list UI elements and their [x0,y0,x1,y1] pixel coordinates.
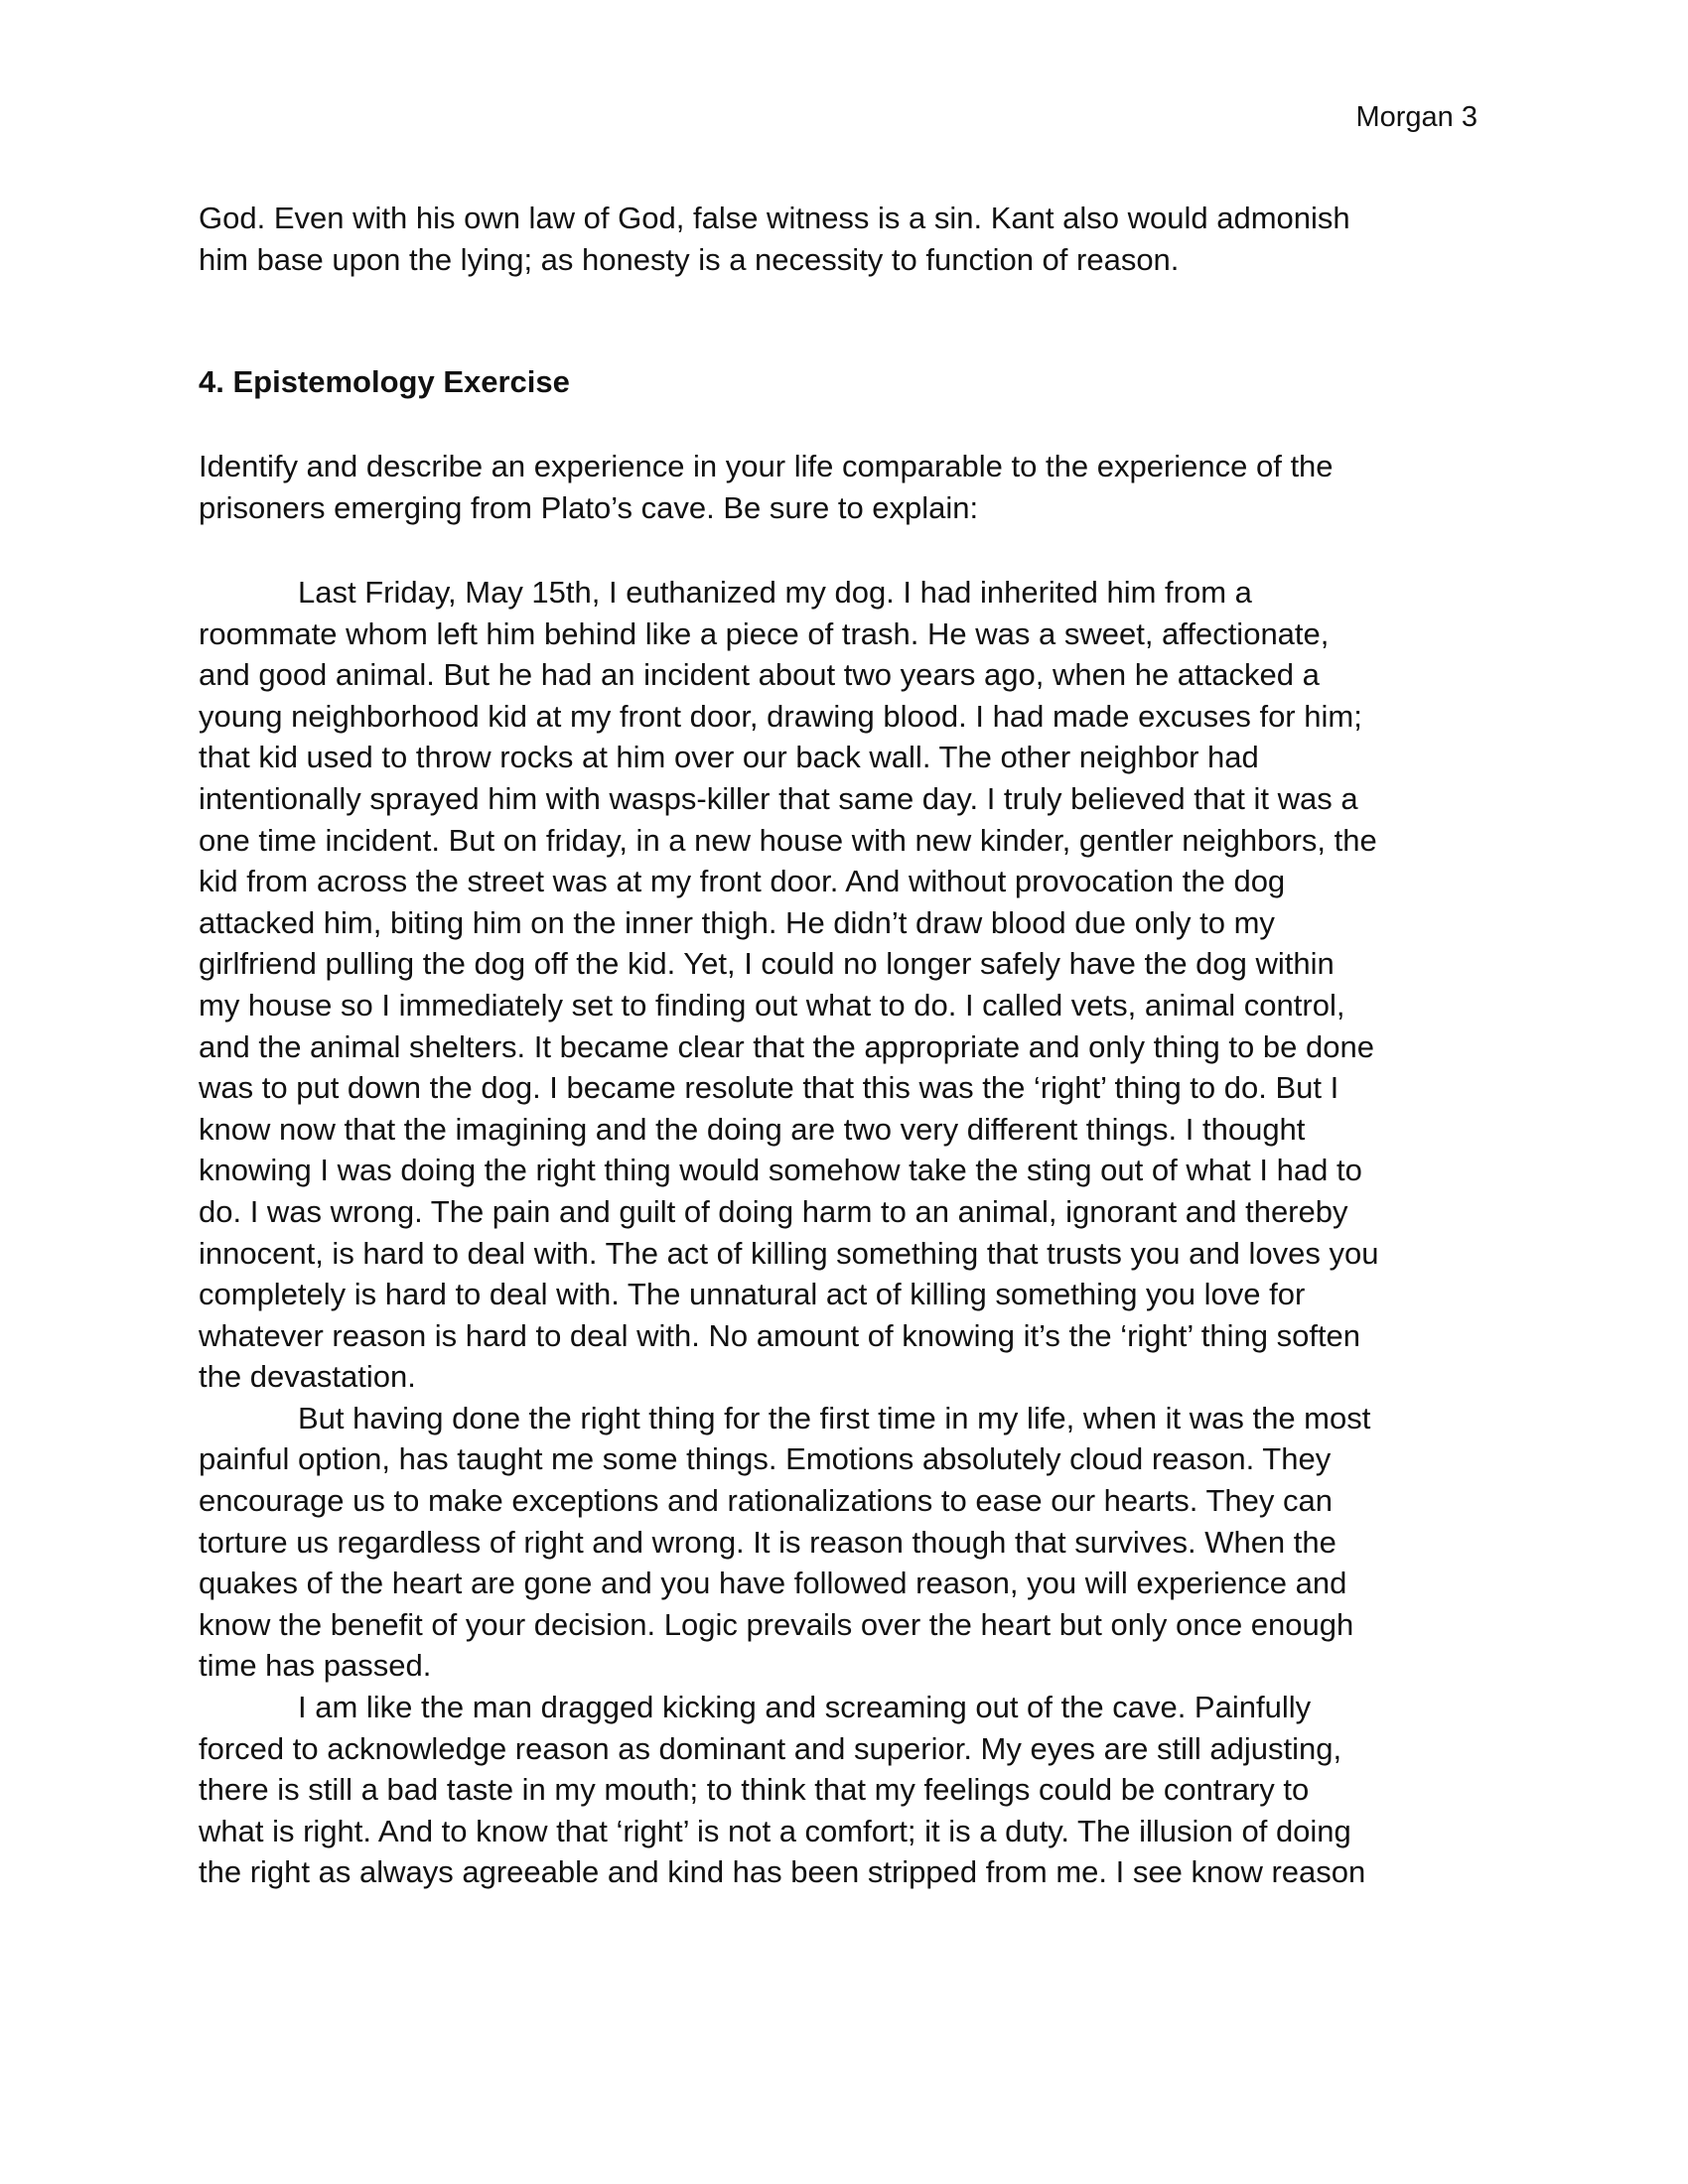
section-heading: 4. Epistemology Exercise [199,364,570,399]
text-line: know the benefit of your decision. Logic prevails over the heart but only once enough [199,1606,1354,1642]
text-line: young neighborhood kid at my front door, drawing blood. I had made excuses for him; [199,698,1362,734]
paragraph-first-line: But having done the right thing for the first time in my life, when it was the most [298,1400,1371,1435]
text-line: knowing I was doing the right thing would somehow take the sting out of what I had to [199,1153,1362,1188]
text-line: know now that the imagining and the doing are two very different things. I thought [199,1111,1306,1147]
text-line: encourage us to make exceptions and rationalizations to ease our hearts. They can [199,1483,1333,1519]
text-line: Identify and describe an experience in your life comparable to the experience of the [199,449,1334,483]
text-line: girlfriend pulling the dog off the kid. Yet, I could no longer safely have the dog within [199,946,1335,982]
essay-body [199,572,1489,1893]
text-line: what is right. And to know that ‘right’ is not a comfort; it is a duty. The illusion of doing [199,1813,1351,1848]
text-line: roommate whom left him behind like a piece of trash. He was a sweet, affectionate, [199,615,1330,651]
text-line: there is still a bad taste in my mouth; to think that my feelings could be contrary to [199,1772,1310,1808]
text-line: the devastation. [199,1359,416,1395]
paragraph-first-line: I am like the man dragged kicking and screaming out of the cave. Painfully [298,1690,1312,1725]
text-line: was to put down the dog. I became resolute that this was the ‘right’ thing to do. But I [199,1070,1339,1106]
page-header: Morgan 3 [1355,101,1477,133]
text-line: and the animal shelters. It became clear that the appropriate and only thing to be done [199,1028,1374,1064]
text-line: one time incident. But on friday, in a new house with new kinder, gentler neighbors, the [199,822,1377,858]
continuation-paragraph [199,198,1489,280]
text-line: painful option, has taught me some things. Emotions absolutely cloud reason. They [199,1441,1332,1477]
exercise-prompt [199,446,1489,528]
text-line: forced to acknowledge reason as dominant and superior. My eyes are still adjusting, [199,1730,1342,1766]
text-line: kid from across the street was at my front door. And without provocation the dog [199,864,1286,899]
text-line: intentionally sprayed him with wasps-killer that same day. I truly believed that it was a [199,780,1358,816]
text-line: completely is hard to deal with. The unnatural act of killing something you love for [199,1277,1306,1312]
text-line: attacked him, biting him on the inner thigh. He didn’t draw blood due only to my [199,904,1275,940]
paragraph-first-line: Last Friday, May 15th, I euthanized my dog. I had inherited him from a [298,575,1252,610]
text-line: the right as always agreeable and kind has been stripped from me. I see know reason [199,1854,1366,1890]
text-line: torture us regardless of right and wrong. It is reason though that survives. When the [199,1524,1336,1560]
text-line: God. Even with his own law of God, false witness is a sin. Kant also would admonish [199,201,1350,235]
text-line: that kid used to throw rocks at him over our back wall. The other neighbor had [199,740,1259,775]
text-line: quakes of the heart are gone and you have followed reason, you will experience and [199,1566,1347,1601]
text-line: him base upon the lying; as honesty is a necessity to function of reason. [199,241,1180,277]
text-line: innocent, is hard to deal with. The act of killing something that trusts you and loves you [199,1235,1379,1271]
text-line: and good animal. But he had an incident about two years ago, when he attacked a [199,657,1320,693]
text-line: prisoners emerging from Plato’s cave. Be sure to explain: [199,489,979,525]
text-line: time has passed. [199,1648,432,1684]
text-line: whatever reason is hard to deal with. No amount of knowing it’s the ‘right’ thing soften [199,1317,1361,1353]
text-line: do. I was wrong. The pain and guilt of doing harm to an animal, ignorant and thereby [199,1193,1348,1229]
text-line: my house so I immediately set to finding out what to do. I called vets, animal control, [199,987,1345,1023]
